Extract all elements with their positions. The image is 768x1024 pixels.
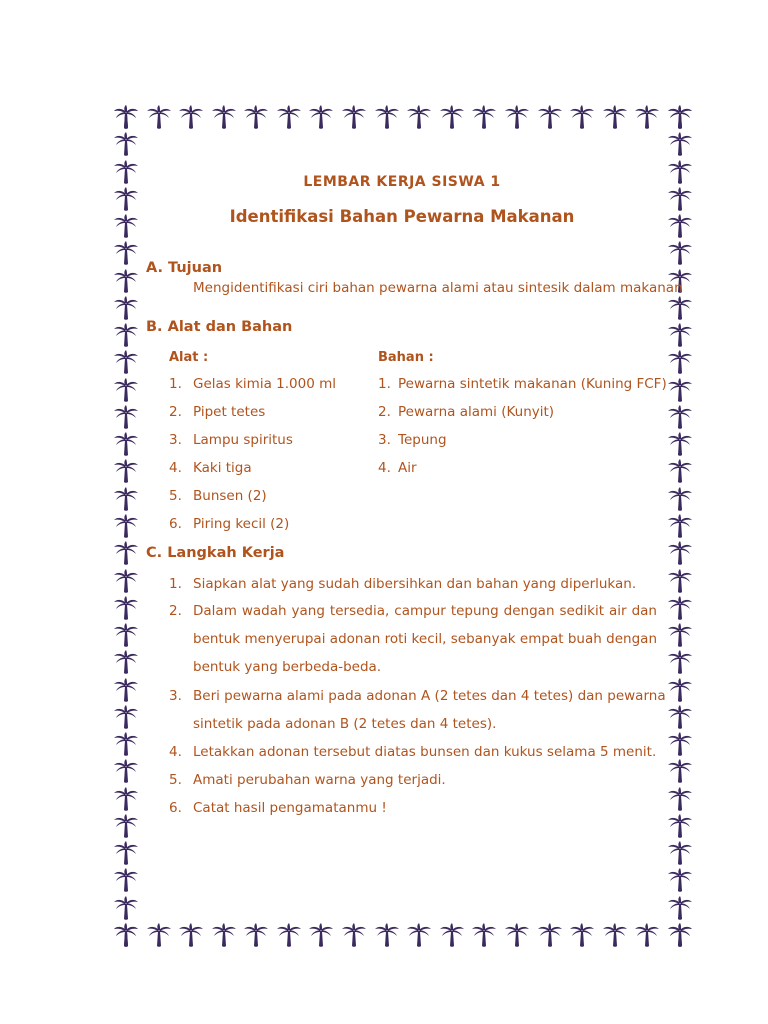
step-text: Amati perubahan warna yang terjadi. [193, 772, 446, 788]
step-text: bentuk menyerupai adonan roti kecil, sebanyak empat buah dengan [193, 631, 657, 647]
alat-item: Bunsen (2) [193, 488, 267, 504]
bahan-item-number: 3. [378, 432, 391, 448]
step-text: Letakkan adonan tersebut diatas bunsen dan kukus selama 5 menit. [193, 744, 657, 760]
bahan-item-number: 2. [378, 404, 391, 420]
alat-item: Gelas kimia 1.000 ml [193, 376, 336, 392]
alat-item-number: 6. [169, 516, 182, 532]
alat-item-number: 1. [169, 376, 182, 392]
alat-item: Pipet tetes [193, 404, 266, 420]
step-text: Dalam wadah yang tersedia, campur tepung dengan sedikit air dan [193, 603, 657, 619]
section-a-text: Mengidentifikasi ciri bahan pewarna alami atau sintesik dalam makanan [193, 280, 683, 296]
worksheet-title: Identifikasi Bahan Pewarna Makanan [229, 207, 575, 226]
step-number: 3. [169, 688, 182, 704]
alat-item-number: 4. [169, 460, 182, 476]
worksheet-header: LEMBAR KERJA SISWA 1 [303, 174, 501, 190]
step-text: sintetik pada adonan B (2 tetes dan 4 tetes). [193, 716, 497, 732]
step-text: Beri pewarna alami pada adonan A (2 tetes dan 4 tetes) dan pewarna [193, 688, 666, 704]
alat-item: Piring kecil (2) [193, 516, 290, 532]
bahan-heading: Bahan : [378, 350, 434, 365]
step-number: 2. [169, 603, 182, 619]
bahan-item: Tepung [398, 432, 447, 448]
section-c-heading: C. Langkah Kerja [146, 545, 285, 561]
bahan-item: Air [398, 460, 417, 476]
section-a-heading: A. Tujuan [146, 260, 223, 276]
section-b-heading: B. Alat dan Bahan [146, 319, 293, 335]
bahan-item: Pewarna alami (Kunyit) [398, 404, 555, 420]
bahan-item: Pewarna sintetik makanan (Kuning FCF) [398, 376, 667, 392]
alat-item-number: 2. [169, 404, 182, 420]
bahan-item-number: 4. [378, 460, 391, 476]
alat-heading: Alat : [169, 350, 209, 365]
step-text: Siapkan alat yang sudah dibersihkan dan bahan yang diperlukan. [193, 576, 637, 592]
step-text: bentuk yang berbeda-beda. [193, 659, 382, 675]
step-number: 4. [169, 744, 182, 760]
alat-item: Kaki tiga [193, 460, 252, 476]
alat-item-number: 3. [169, 432, 182, 448]
alat-item-number: 5. [169, 488, 182, 504]
bahan-item-number: 1. [378, 376, 391, 392]
step-number: 5. [169, 772, 182, 788]
step-text: Catat hasil pengamatanmu ! [193, 800, 387, 816]
step-number: 1. [169, 576, 182, 592]
alat-item: Lampu spiritus [193, 432, 293, 448]
step-number: 6. [169, 800, 182, 816]
